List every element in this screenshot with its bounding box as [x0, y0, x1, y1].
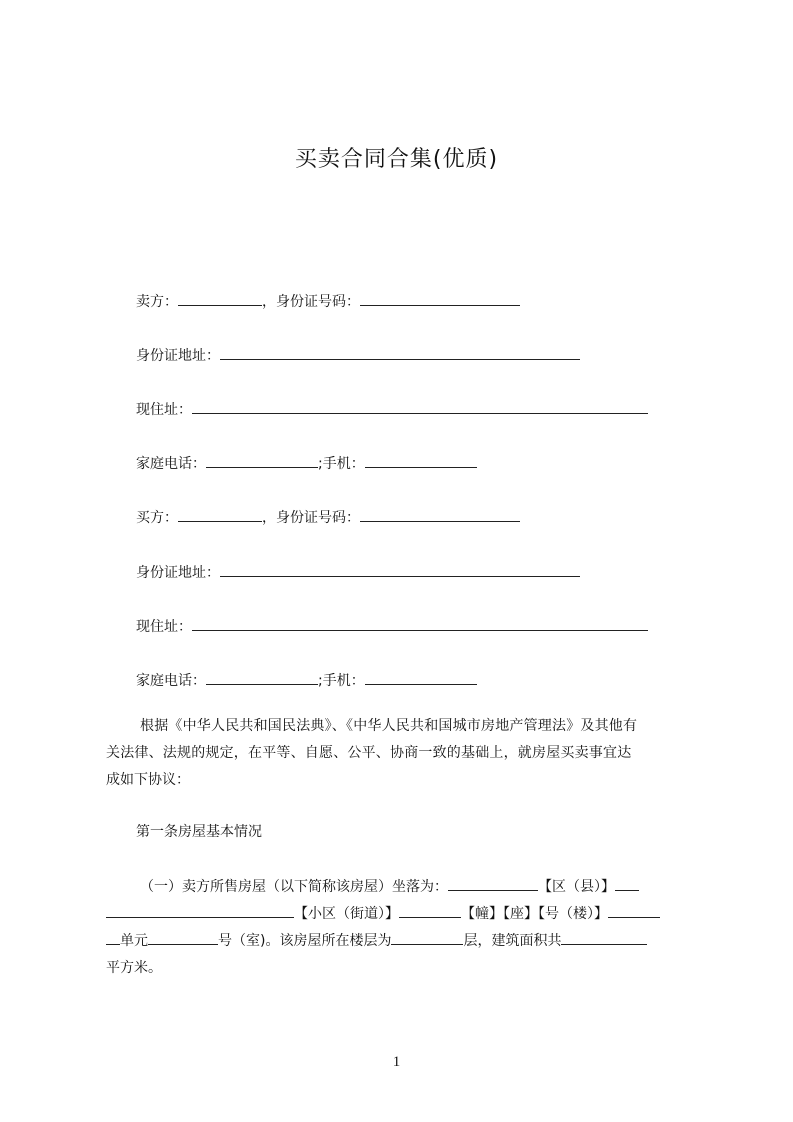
- room-floor-label: 号（室)。该房屋所在楼层为: [218, 933, 392, 949]
- buyer-home-phone-label: 家庭电话：: [136, 673, 206, 689]
- page-number: 1: [392, 1054, 401, 1070]
- buyer-id-address-line: [136, 562, 580, 583]
- clause-1-row-3: [106, 928, 700, 955]
- buyer-id-address-blank[interactable]: [220, 562, 580, 577]
- floor-blank[interactable]: [391, 930, 463, 945]
- article-1-heading: 第一条房屋基本情况: [136, 824, 262, 840]
- seller-mobile-label: ;手机：: [318, 456, 365, 472]
- area-blank[interactable]: [561, 930, 647, 945]
- community-blank[interactable]: [399, 903, 461, 918]
- buyer-id-blank[interactable]: [360, 507, 520, 522]
- district-label: 【区（县）】: [538, 879, 615, 895]
- buyer-mobile-blank[interactable]: [365, 670, 477, 685]
- buyer-current-address-line: [136, 616, 648, 637]
- buyer-id-address-label: 身份证地址：: [136, 565, 220, 581]
- preamble-line-1: 根据《中华人民共和国民法典》、《中华人民共和国城市房地产管理法》及其他有: [140, 718, 638, 734]
- clause-1-row-2: [106, 901, 700, 928]
- buyer-line: [136, 507, 520, 528]
- seller-id-label: ，身份证号码：: [262, 294, 360, 310]
- seller-home-phone-blank[interactable]: [206, 453, 318, 468]
- buyer-id-label: ，身份证号码：: [262, 510, 360, 526]
- seller-current-address-line: [136, 399, 648, 420]
- district-blank-start[interactable]: [615, 876, 639, 891]
- clause-1-row-1: [106, 874, 700, 901]
- preamble-paragraph: [106, 713, 700, 794]
- seller-line: [136, 291, 520, 312]
- buyer-current-address-label: 现住址：: [136, 619, 192, 635]
- buyer-home-phone-blank[interactable]: [206, 670, 318, 685]
- article-1-clause-1: [106, 874, 700, 982]
- buyer-mobile-label: ;手机：: [318, 673, 365, 689]
- buyer-phone-line: [136, 670, 477, 691]
- location-blank[interactable]: [448, 876, 538, 891]
- area-label: 层，建筑面积共: [463, 933, 562, 949]
- unit-label: 单元: [120, 933, 148, 949]
- unit-blank[interactable]: [148, 930, 218, 945]
- seller-mobile-blank[interactable]: [365, 453, 477, 468]
- seller-current-address-label: 现住址：: [136, 402, 192, 418]
- buyer-current-address-blank[interactable]: [192, 616, 648, 631]
- seller-id-address-line: [136, 345, 580, 366]
- seller-home-phone-label: 家庭电话：: [136, 456, 206, 472]
- seller-id-address-label: 身份证地址：: [136, 348, 220, 364]
- district-blank-end[interactable]: [106, 903, 294, 918]
- building-blank-start[interactable]: [608, 903, 660, 918]
- building-blank-end[interactable]: [106, 930, 120, 945]
- building-label: 【幢】【座】【号（楼）】: [461, 906, 608, 922]
- clause-1-row-4: 平方米。: [106, 960, 162, 976]
- seller-current-address-blank[interactable]: [192, 399, 648, 414]
- preamble-line-2: 关法律、法规的规定，在平等、自愿、公平、协商一致的基础上，就房屋买卖事宜达: [106, 745, 632, 761]
- seller-id-blank[interactable]: [360, 291, 520, 306]
- buyer-label: 买方：: [136, 510, 178, 526]
- buyer-name-blank[interactable]: [178, 507, 262, 522]
- document-title: 买卖合同合集(优质): [294, 147, 499, 172]
- clause-location-label: （一）卖方所售房屋（以下简称该房屋）坐落为：: [140, 879, 448, 895]
- seller-id-address-blank[interactable]: [220, 345, 580, 360]
- seller-phone-line: [136, 453, 477, 474]
- seller-name-blank[interactable]: [178, 291, 262, 306]
- seller-label: 卖方：: [136, 294, 178, 310]
- community-label: 【小区（街道）】: [294, 906, 399, 922]
- preamble-line-3: 成如下协议：: [106, 772, 190, 788]
